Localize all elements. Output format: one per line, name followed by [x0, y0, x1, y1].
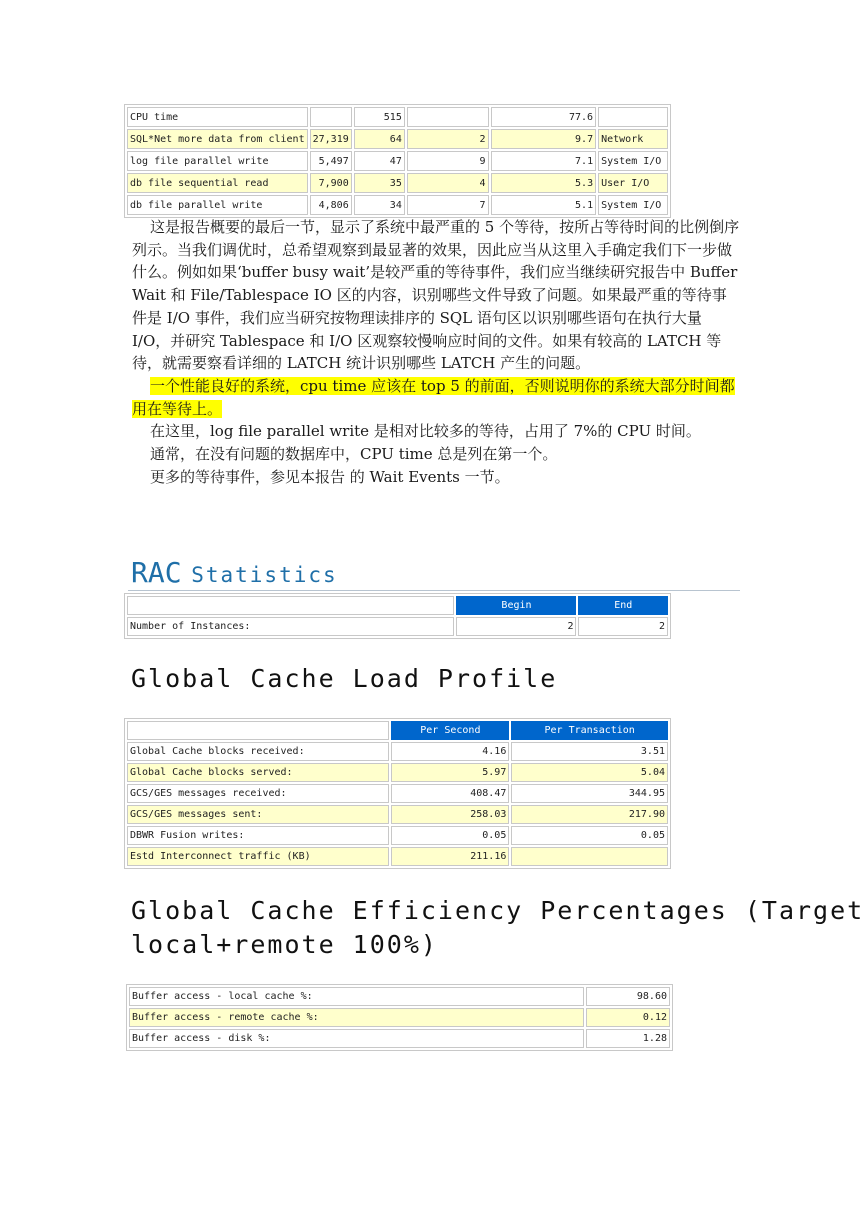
wait-class: System I/O: [598, 151, 668, 171]
time-seconds: 515: [354, 107, 405, 127]
row-label: GCS/GES messages sent:: [127, 805, 389, 824]
table-header-row: [127, 721, 668, 740]
per-transaction-value: 217.90: [511, 805, 668, 824]
avg-wait: 9: [407, 151, 489, 171]
statistics-title: Statistics: [191, 563, 338, 587]
per-transaction-value: [511, 847, 668, 866]
end-value: 2: [578, 617, 668, 636]
paragraph-more-events: 更多的等待事件，参见本报告 的 Wait Events 一节。: [150, 467, 510, 486]
table-row: [127, 151, 668, 171]
per-second-value: 408.47: [391, 784, 509, 803]
table-row: [127, 617, 668, 636]
avg-wait: 4: [407, 173, 489, 193]
table-row: [127, 763, 668, 782]
per-second-value: 0.05: [391, 826, 509, 845]
pct-db-time: 9.7: [491, 129, 597, 149]
heading-divider: [128, 590, 740, 591]
per-second-value: 4.16: [391, 742, 509, 761]
per-second-value: 5.97: [391, 763, 509, 782]
row-label: Buffer access - local cache %:: [129, 987, 584, 1006]
table-row: [127, 195, 668, 215]
waits-count: 5,497: [310, 151, 352, 171]
per-transaction-value: 5.04: [511, 763, 668, 782]
per-second-value: 211.16: [391, 847, 509, 866]
paragraph-highlight: [132, 375, 740, 420]
per-transaction-value: 344.95: [511, 784, 668, 803]
table-row: [127, 129, 668, 149]
event-name: CPU time: [127, 107, 308, 127]
time-seconds: 47: [354, 151, 405, 171]
event-name: SQL*Net more data from client: [127, 129, 308, 149]
global-cache-load-profile-heading: Global Cache Load Profile: [131, 664, 558, 693]
top-waits-table: [124, 104, 671, 218]
row-label: Estd Interconnect traffic (KB): [127, 847, 389, 866]
wait-class: [598, 107, 668, 127]
row-label: Number of Instances:: [127, 617, 454, 636]
table-row: [129, 987, 670, 1006]
table-row: [127, 107, 668, 127]
heading-line-1: Global Cache Efficiency Percentages (Target: [131, 896, 865, 925]
begin-value: 2: [456, 617, 576, 636]
avg-wait: 7: [407, 195, 489, 215]
row-label: Buffer access - disk %:: [129, 1029, 584, 1048]
time-seconds: 35: [354, 173, 405, 193]
global-cache-load-profile-table: [124, 718, 671, 869]
table-row: [127, 742, 668, 761]
time-seconds: 34: [354, 195, 405, 215]
rac-title: RAC: [131, 556, 182, 589]
percent-value: 0.12: [586, 1008, 670, 1027]
percent-value: 1.28: [586, 1029, 670, 1048]
header-end: End: [578, 596, 668, 615]
table-header-row: [127, 596, 668, 615]
waits-count: 7,900: [310, 173, 352, 193]
avg-wait: [407, 107, 489, 127]
row-label: GCS/GES messages received:: [127, 784, 389, 803]
paragraph-cpu-time: 通常，在没有问题的数据库中，CPU time 总是列在第一个。: [150, 445, 558, 464]
row-label: Global Cache blocks served:: [127, 763, 389, 782]
table-row: [127, 784, 668, 803]
highlighted-note: 一个性能良好的系统，cpu time 应该在 top 5 的前面，否则说明你的系统大部分时间都用在等待上。: [132, 376, 735, 418]
row-label: DBWR Fusion writes:: [127, 826, 389, 845]
row-label: Buffer access - remote cache %:: [129, 1008, 584, 1027]
avg-wait: 2: [407, 129, 489, 149]
global-cache-efficiency-table: [126, 984, 673, 1051]
wait-class: User I/O: [598, 173, 668, 193]
header-blank: [127, 596, 454, 615]
waits-count: [310, 107, 352, 127]
rac-statistics-table: [124, 593, 671, 639]
global-cache-efficiency-heading: [131, 894, 864, 962]
table-row: [127, 173, 668, 193]
paragraph-top-waits: 这是报告概要的最后一节，显示了系统中最严重的 5 个等待，按所占等待时间的比例倒序列示。当我们调优时，总希望观察到最显著的效果，因此应当从这里入手确定我们下一步做什么。例如如果‘buffer busy wait’是较严重的等待事件，我们应当继续研究报告中 Buffer Wait 和 File/Tablespace IO 区的内容，识别哪些文件导致了问题。如果最严重的等待事件是 I/O 事件，我们应当研究按物理读排序的 SQL 语句区以识别哪些语句在执行大量 I/O，并研究 Tablespace 和 I/O 区观察较慢响应时间的文件。如果有较高的 LATCH 等待，就需要察看详细的 LATCH 统计识别哪些 LATCH 产生的问题。: [132, 218, 740, 373]
event-name: db file parallel write: [127, 195, 308, 215]
header-blank: [127, 721, 389, 740]
header-begin: Begin: [456, 596, 576, 615]
time-seconds: 64: [354, 129, 405, 149]
pct-db-time: 7.1: [491, 151, 597, 171]
event-name: log file parallel write: [127, 151, 308, 171]
pct-db-time: 77.6: [491, 107, 597, 127]
wait-class: System I/O: [598, 195, 668, 215]
row-label: Global Cache blocks received:: [127, 742, 389, 761]
per-transaction-value: 3.51: [511, 742, 668, 761]
event-name: db file sequential read: [127, 173, 308, 193]
pct-db-time: 5.1: [491, 195, 597, 215]
waits-count: 4,806: [310, 195, 352, 215]
table-row: [129, 1029, 670, 1048]
table-row: [127, 805, 668, 824]
heading-line-2: local+remote 100%): [131, 930, 438, 959]
per-transaction-value: 0.05: [511, 826, 668, 845]
table-row: [127, 826, 668, 845]
table-row: [129, 1008, 670, 1027]
waits-count: 27,319: [310, 129, 352, 149]
rac-statistics-heading: [131, 556, 338, 589]
wait-class: Network: [598, 129, 668, 149]
paragraph-log-file: 在这里，log file parallel write 是相对比较多的等待，占用了 7%的 CPU 时间。: [150, 422, 701, 441]
table-row: [127, 847, 668, 866]
header-per-transaction: Per Transaction: [511, 721, 668, 740]
header-per-second: Per Second: [391, 721, 509, 740]
per-second-value: 258.03: [391, 805, 509, 824]
pct-db-time: 5.3: [491, 173, 597, 193]
explanation-text: [132, 216, 740, 488]
percent-value: 98.60: [586, 987, 670, 1006]
